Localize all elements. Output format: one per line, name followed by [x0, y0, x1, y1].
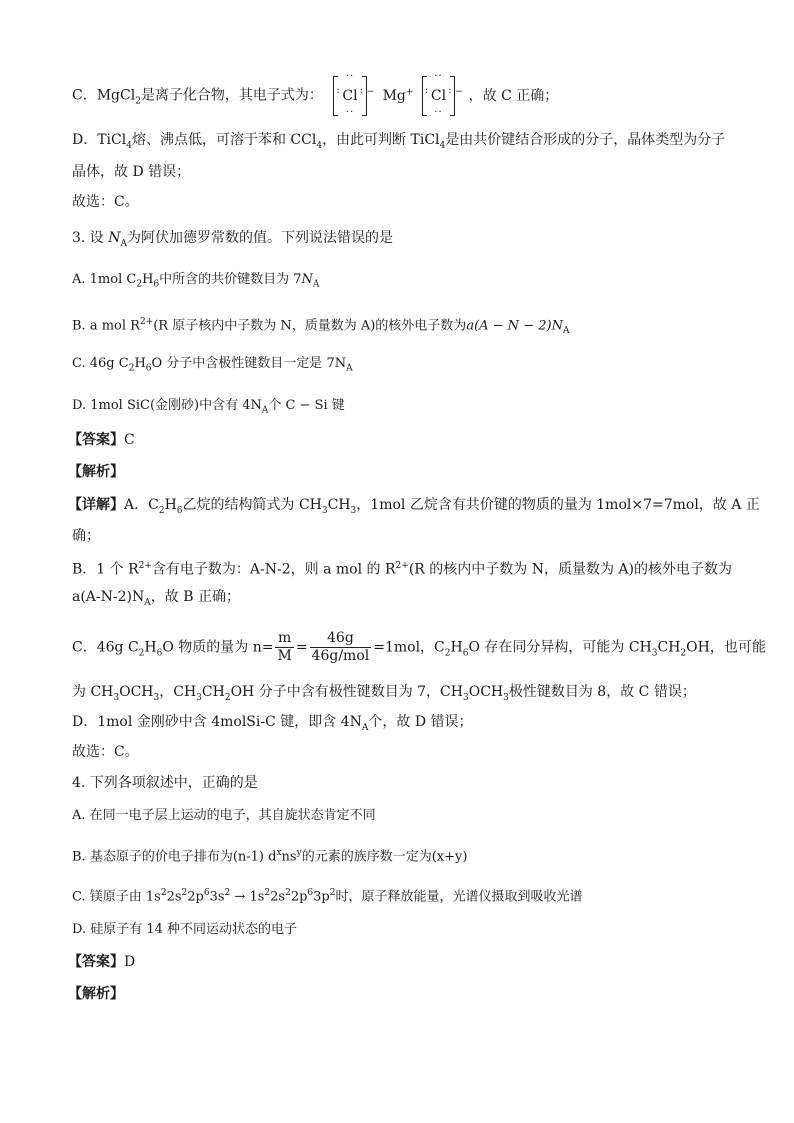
question-4-option-c: C. 镁原子由 $1s^22s^22p^63s^2 \to 1s^22s^22p^63p^2$时，原子释放能量，光谱仪摄取到吸收光谱: [72, 888, 583, 905]
question-4-option-b: B. 基态原子的价电子排布为(n-1) $d^xns^y$的元素的族序数一定为(x+y): [72, 848, 468, 865]
chloride-ion-left: ·· : Cl : ··: [333, 86, 366, 106]
ticl4-statement-line2: 晶体，故 D 错误；: [72, 164, 191, 180]
chloride-ion-right: ·· : Cl : ··: [422, 86, 455, 106]
question-4-option-a: A. 在同一电子层上运动的电子，其自旋状态肯定不同: [72, 808, 376, 823]
question-4-stem: 4. 下列各项叙述中，正确的是: [72, 775, 258, 791]
magnesium-ion: Mg+: [382, 87, 414, 104]
question-4-answer: 【答案】D: [68, 954, 136, 970]
choose-line-1: 故选：C。: [72, 194, 139, 210]
question-3-detail-a-line2: 确；: [72, 528, 100, 544]
question-3-detail-d: D．1mol 金刚砂中含 4molSi-C 键，即含 $4N_A$个，故 D 错误；: [72, 714, 473, 733]
question-3-detail-b-line1: B．1 个 $R^{2+}$含有电子数为：A-N-2，则 a mol 的 $R^{2+}(R$ 的核内中子数为 N，质量数为 A)的核外电子数为: [72, 561, 732, 578]
question-3-detail-b-line2: $a(A-N-2)N_A$，故 B 正确；: [72, 589, 240, 608]
question-4-analysis-label: 【解析】: [68, 986, 124, 1002]
choose-line-2: 故选：C。: [72, 744, 139, 760]
question-3-option-d: D. 1mol SiC(金刚砂)中含有 $4N_A$个 C − Si 键: [72, 398, 345, 416]
question-3-detail-c-line1: C．46g $C_2H_6O$ 物质的量为 n= $\frac{m}{M}$ = $\frac{46g}{\text{46g/mol}}$ =1mol，$C_2H_6O$ 存在同分异构，可能为 $CH_3CH_2OH$，也可能: [72, 630, 766, 664]
question-3-option-c: C. 46g $C_2H_6O$ 分子中含极性键数目一定是 $7N_A$: [72, 356, 353, 374]
ticl4-statement-line1: D．TiCl$_4$熔、沸点低，可溶于苯和 CCl$_4$，由此可判断 TiCl$_4$是由共价键结合形成的分子，晶体类型为分子: [72, 132, 726, 151]
question-3-stem: 3. 设 $N_A$为阿伏加德罗常数的值。下列说法错误的是: [72, 230, 394, 249]
fraction-46g-over-molar-mass: $\frac{46g}{\text{46g/mol}}$: [311, 630, 370, 664]
mgcl2-statement: C．MgCl$_2$是离子化合物，其电子式为： ·· : Cl : ·· − Mg+ ·· : Cl : ·· − ，故 C 正确；: [72, 70, 559, 118]
question-3-analysis-label: 【解析】: [68, 464, 124, 480]
question-4-option-d: D. 硅原子有 14 种不同运动状态的电子: [72, 922, 298, 937]
question-3-option-b: B. a mol $R^{2+}(R$ 原子核内中子数为 N，质量数为 A)的核外电子数为$a(A - N - 2)N_A$: [72, 317, 570, 336]
question-3-option-a: A. 1mol $C_2H_6$中所含的共价键数目为 $7N_A$: [72, 272, 320, 290]
question-3-detail-c-line2: 为 $CH_3OCH_3$，$CH_3CH_2OH$ 分子中含有极性键数目为 7，$CH_3OCH_3$极性键数目为 8，故 C 错误；: [72, 684, 696, 703]
question-3-detail-a-line1: 【详解】A．$C_2H_6$乙烷的结构简式为 $CH_3CH_3$，1mol 乙烷含有共价键的物质的量为 1mol×7=7mol，故 A 正: [68, 497, 760, 516]
fraction-m-over-M: $\frac{m}{M}$: [277, 630, 292, 664]
question-3-answer: 【答案】C: [68, 432, 135, 448]
